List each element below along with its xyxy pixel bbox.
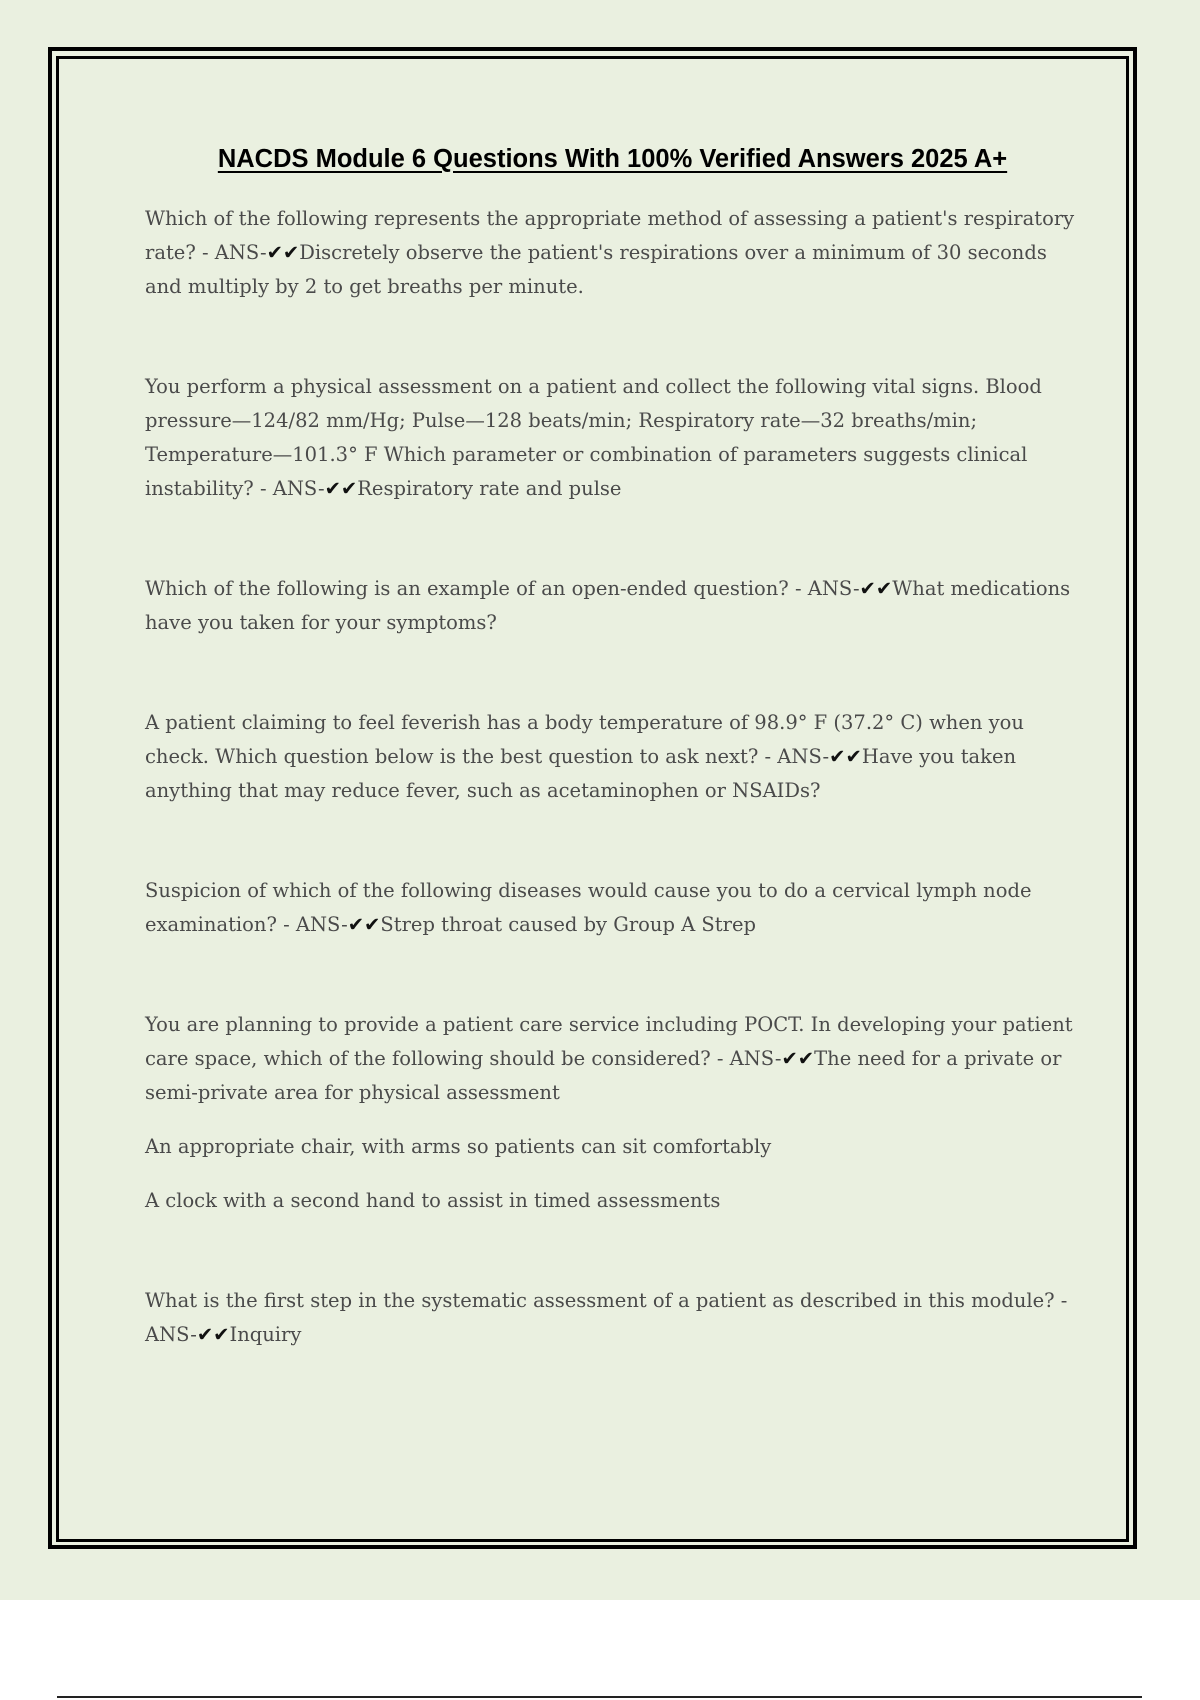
qa-item-4	[145, 706, 1080, 808]
question-text: Which of the following is an example of an open-ended question? - ANS-	[145, 577, 860, 600]
qa-text	[145, 706, 1080, 808]
answer-extra-line: An appropriate chair, with arms so patients can sit comfortably	[145, 1135, 772, 1158]
answer-text: Strep throat caused by Group A Strep	[380, 913, 756, 936]
double-check-icon: ✔✔	[781, 1047, 815, 1070]
qa-text	[145, 202, 1080, 304]
double-check-icon: ✔✔	[859, 577, 893, 600]
answer-text: The need for a private or semi-private area for physical assessment	[145, 1047, 1062, 1104]
question-text: Suspicion of which of the following diseases would cause you to do a cervical lymph node examination? - ANS-	[145, 879, 1032, 936]
question-text: Which of the following represents the appropriate method of assessing a patient's respiratory rate? - ANS-	[145, 207, 1075, 264]
qa-item-7	[145, 1284, 1080, 1352]
answer-text: Have you taken anything that may reduce fever, such as acetaminophen or NSAIDs?	[145, 745, 1017, 802]
qa-text	[145, 1008, 1080, 1110]
double-check-icon: ✔✔	[347, 913, 381, 936]
double-check-icon: ✔✔	[196, 1323, 230, 1346]
answer-extra-line: A clock with a second hand to assist in timed assessments	[145, 1189, 721, 1212]
answer-text: What medications have you taken for your symptoms?	[145, 577, 1071, 634]
question-text: What is the first step in the systematic assessment of a patient as described in this module? - ANS-	[145, 1289, 1068, 1346]
qa-text	[145, 874, 1080, 942]
qa-item-5	[145, 874, 1080, 942]
answer-text: Respiratory rate and pulse	[357, 477, 622, 500]
answer-text: Inquiry	[229, 1323, 302, 1346]
qa-item-6	[145, 1008, 1080, 1218]
document-content	[145, 145, 1080, 1352]
double-check-icon: ✔✔	[266, 241, 300, 264]
double-check-icon: ✔✔	[324, 477, 358, 500]
qa-item-2	[145, 370, 1080, 506]
question-text: A patient claiming to feel feverish has a body temperature of 98.9° F (37.2° C) when you check. Which question below is the best question to ask next? - ANS-	[145, 711, 1024, 768]
qa-item-1	[145, 202, 1080, 304]
question-text: You perform a physical assessment on a patient and collect the following vital signs. Blood pressure—124/82 mm/Hg; Pulse—128 beats/min; Respiratory rate—32 breaths/min; Temperature—101.3° F Which parameter or combination of parameters suggests clinical instability? - ANS-	[145, 375, 1042, 500]
footer-divider	[57, 1696, 1142, 1698]
document-title: NACDS Module 6 Questions With 100% Verified Answers 2025 A+	[217, 145, 1008, 173]
qa-text	[145, 572, 1080, 640]
qa-text	[145, 370, 1080, 506]
double-check-icon: ✔✔	[829, 745, 862, 768]
qa-item-3	[145, 572, 1080, 640]
qa-text	[145, 1284, 1080, 1352]
answer-text: Discretely observe the patient's respirations over a minimum of 30 seconds and multiply by 2 to get breaths per minute.	[145, 241, 1047, 298]
question-text: You are planning to provide a patient care service including POCT. In developing your patient care space, which of the following should be considered? - ANS-	[145, 1013, 1073, 1070]
